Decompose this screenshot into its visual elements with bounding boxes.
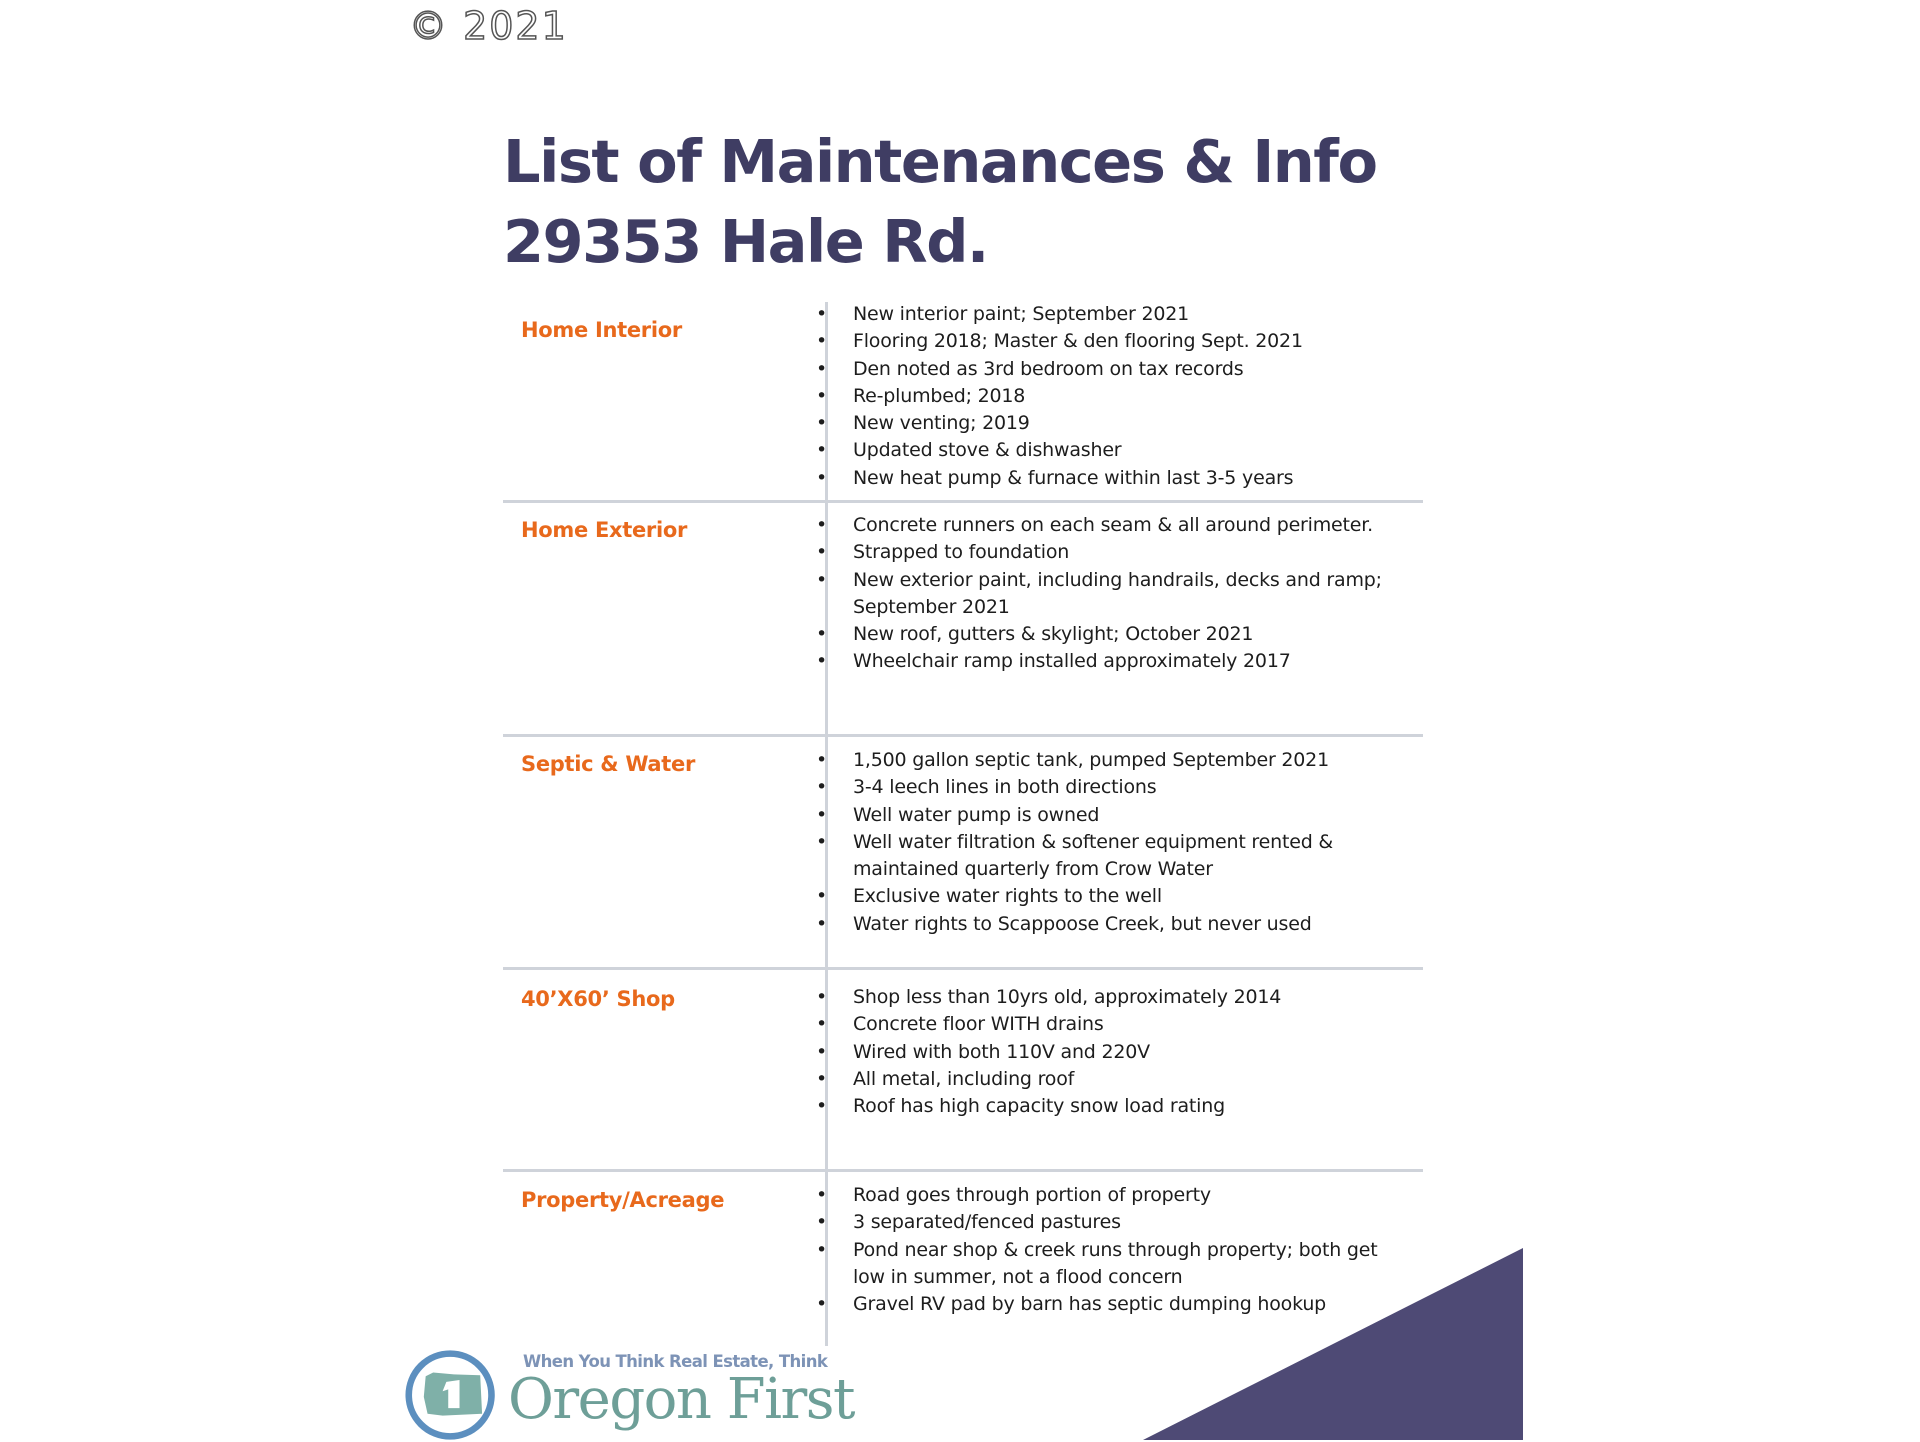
list-item: • New heat pump & furnace within last 3-5 years xyxy=(853,465,1413,492)
section-label: Home Interior xyxy=(521,318,682,342)
list-item: • Wired with both 110V and 220V xyxy=(853,1039,1413,1066)
list-item: • Concrete floor WITH drains xyxy=(853,1011,1413,1038)
corner-triangle-decoration xyxy=(1143,1248,1523,1440)
list-item: • New exterior paint, including handrails, decks and ramp; September 2021 xyxy=(853,567,1413,622)
list-item: • Roof has high capacity snow load rating xyxy=(853,1093,1413,1120)
section-label: Property/Acreage xyxy=(521,1188,725,1212)
section-label: 40’X60’ Shop xyxy=(521,987,675,1011)
list-item: • Updated stove & dishwasher xyxy=(853,437,1413,464)
list-item: • All metal, including roof xyxy=(853,1066,1413,1093)
list-item: • Re-plumbed; 2018 xyxy=(853,383,1413,410)
list-item: • New venting; 2019 xyxy=(853,410,1413,437)
list-item: • 1,500 gallon septic tank, pumped September 2021 xyxy=(853,747,1413,774)
row-divider xyxy=(503,734,1423,737)
logo-brand-name: Oregon First xyxy=(508,1367,855,1432)
item-list xyxy=(853,984,1413,1120)
title-line-2: 29353 Hale Rd. xyxy=(503,207,988,276)
list-item: • Shop less than 10yrs old, approximately 2014 xyxy=(853,984,1413,1011)
title-line-1: List of Maintenances & Info xyxy=(503,127,1377,196)
company-logo xyxy=(405,1345,855,1440)
list-item: • Water rights to Scappoose Creek, but never used xyxy=(853,911,1413,938)
list-item: • Concrete runners on each seam & all around perimeter. xyxy=(853,512,1413,539)
row-divider xyxy=(503,967,1423,970)
copyright-watermark: © 2021 xyxy=(409,4,568,48)
list-item: • Well water pump is owned xyxy=(853,802,1413,829)
list-item: • Gravel RV pad by barn has septic dumping hookup xyxy=(853,1291,1413,1318)
row-divider xyxy=(503,1169,1423,1172)
page-title xyxy=(503,122,1377,282)
list-item: • 3 separated/fenced pastures xyxy=(853,1209,1413,1236)
list-item: • New interior paint; September 2021 xyxy=(853,301,1413,328)
item-list xyxy=(853,747,1413,938)
list-item: • Pond near shop & creek runs through property; both get low in summer, not a flood concern xyxy=(853,1237,1413,1292)
list-item: • Flooring 2018; Master & den flooring Sept. 2021 xyxy=(853,328,1413,355)
list-item: • Strapped to foundation xyxy=(853,539,1413,566)
logo-tagline: When You Think Real Estate, Think xyxy=(523,1352,828,1371)
list-item: • Wheelchair ramp installed approximately 2017 xyxy=(853,648,1413,675)
list-item: • Exclusive water rights to the well xyxy=(853,883,1413,910)
item-list xyxy=(853,301,1413,492)
list-item: • Well water filtration & softener equipment rented & maintained quarterly from Crow Water xyxy=(853,829,1413,884)
list-item: • 3-4 leech lines in both directions xyxy=(853,774,1413,801)
oregon-state-logo-icon xyxy=(405,1348,499,1442)
item-list xyxy=(853,512,1413,676)
list-item: • Road goes through portion of property xyxy=(853,1182,1413,1209)
row-divider xyxy=(503,500,1423,503)
section-label: Home Exterior xyxy=(521,518,688,542)
list-item: • New roof, gutters & skylight; October 2021 xyxy=(853,621,1413,648)
list-item: • Den noted as 3rd bedroom on tax records xyxy=(853,356,1413,383)
section-label: Septic & Water xyxy=(521,752,696,776)
